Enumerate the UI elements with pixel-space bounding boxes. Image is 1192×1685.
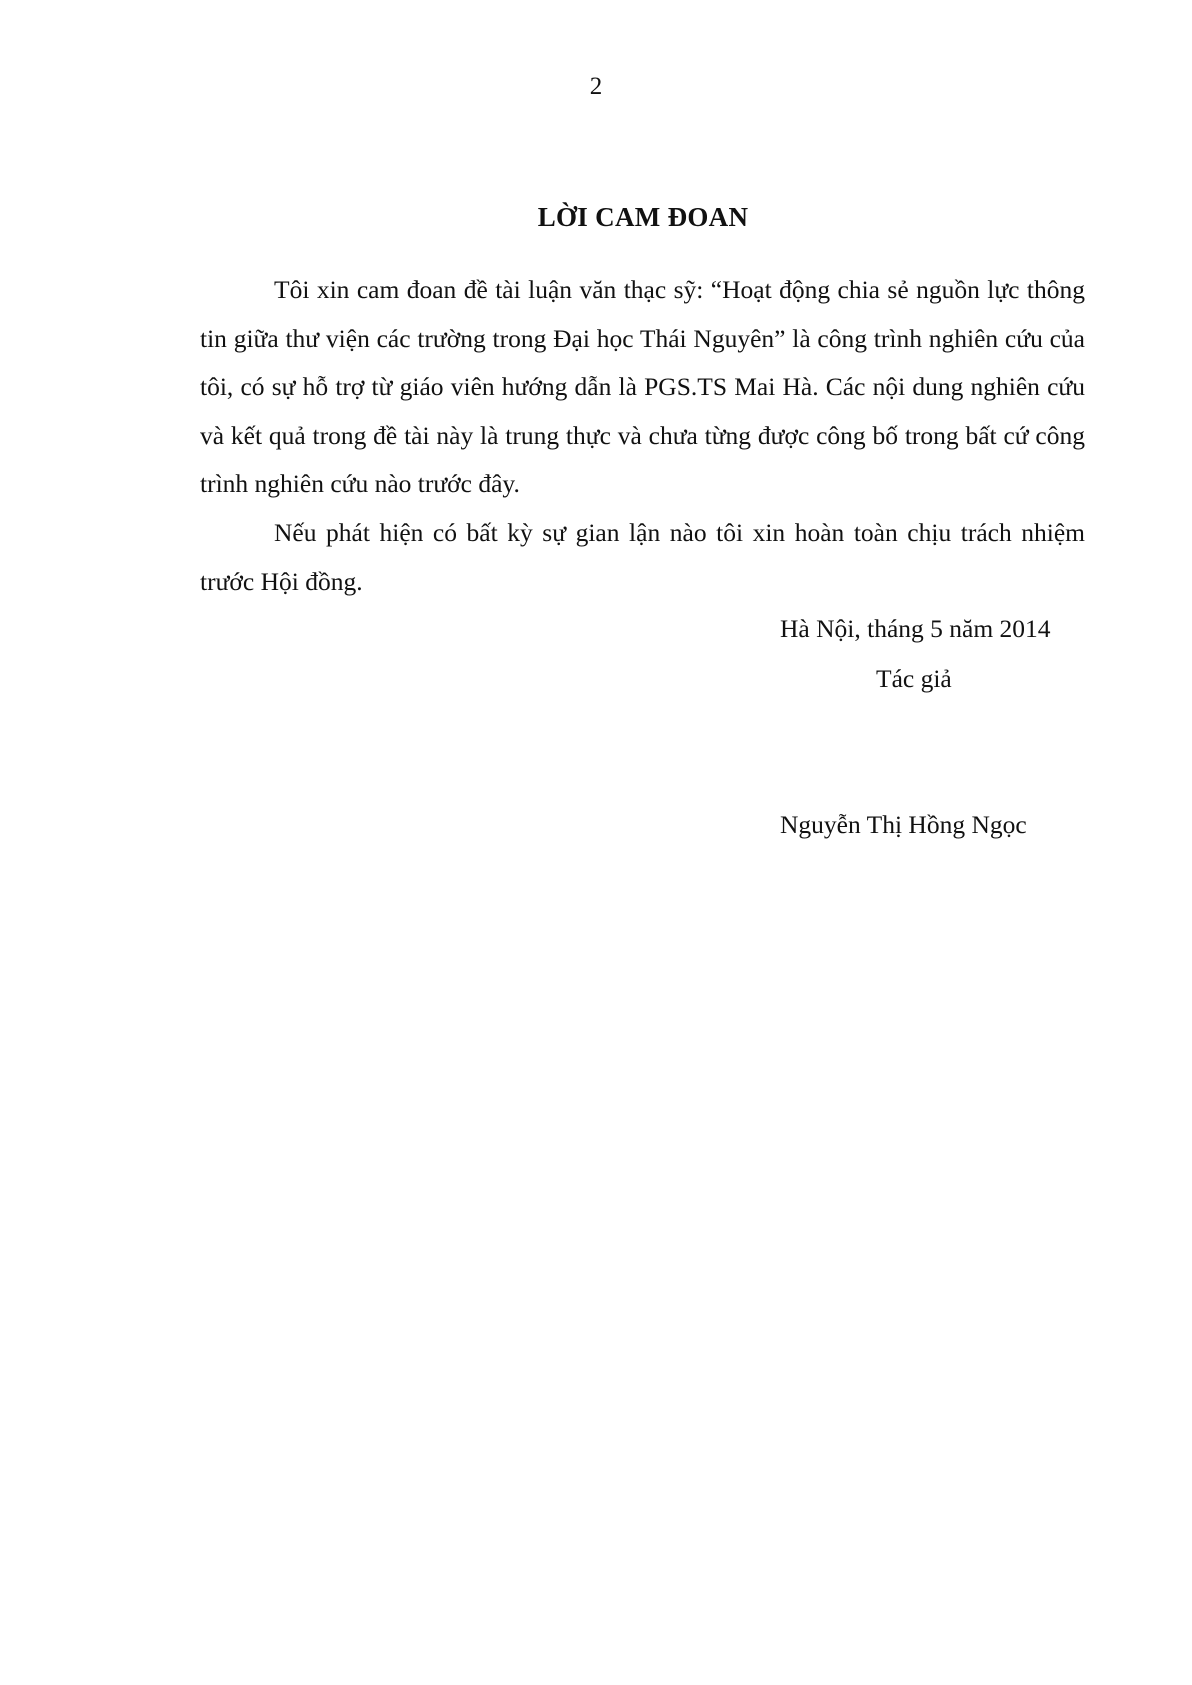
signature-role: Tác giả xyxy=(876,664,952,693)
signature-place-date: Hà Nội, tháng 5 năm 2014 xyxy=(780,614,1051,643)
declaration-paragraph-2: Nếu phát hiện có bất kỳ sự gian lận nào tôi xin hoàn toàn chịu trách nhiệm trước Hội đồng. xyxy=(200,517,1085,596)
signature-name: Nguyễn Thị Hồng Ngọc xyxy=(780,810,1027,839)
page-title: LỜI CAM ĐOAN xyxy=(537,202,749,232)
declaration-body xyxy=(200,266,1085,606)
declaration-paragraph-1: Tôi xin cam đoan đề tài luận văn thạc sỹ: “Hoạt động chia sẻ nguồn lực thông tin giữa thư viện các trường trong Đại học Thái Nguyên” là công trình nghiên cứu của tôi, có sự hỗ trợ từ giáo viên hướng dẫn là PGS.TS Mai Hà. Các nội dung nghiên cứu và kết quả trong đề tài này là trung thực và chưa từng được công bố trong bất cứ công trình nghiên cứu nào trước đây. xyxy=(200,275,1085,499)
page-number: 2 xyxy=(589,73,603,100)
